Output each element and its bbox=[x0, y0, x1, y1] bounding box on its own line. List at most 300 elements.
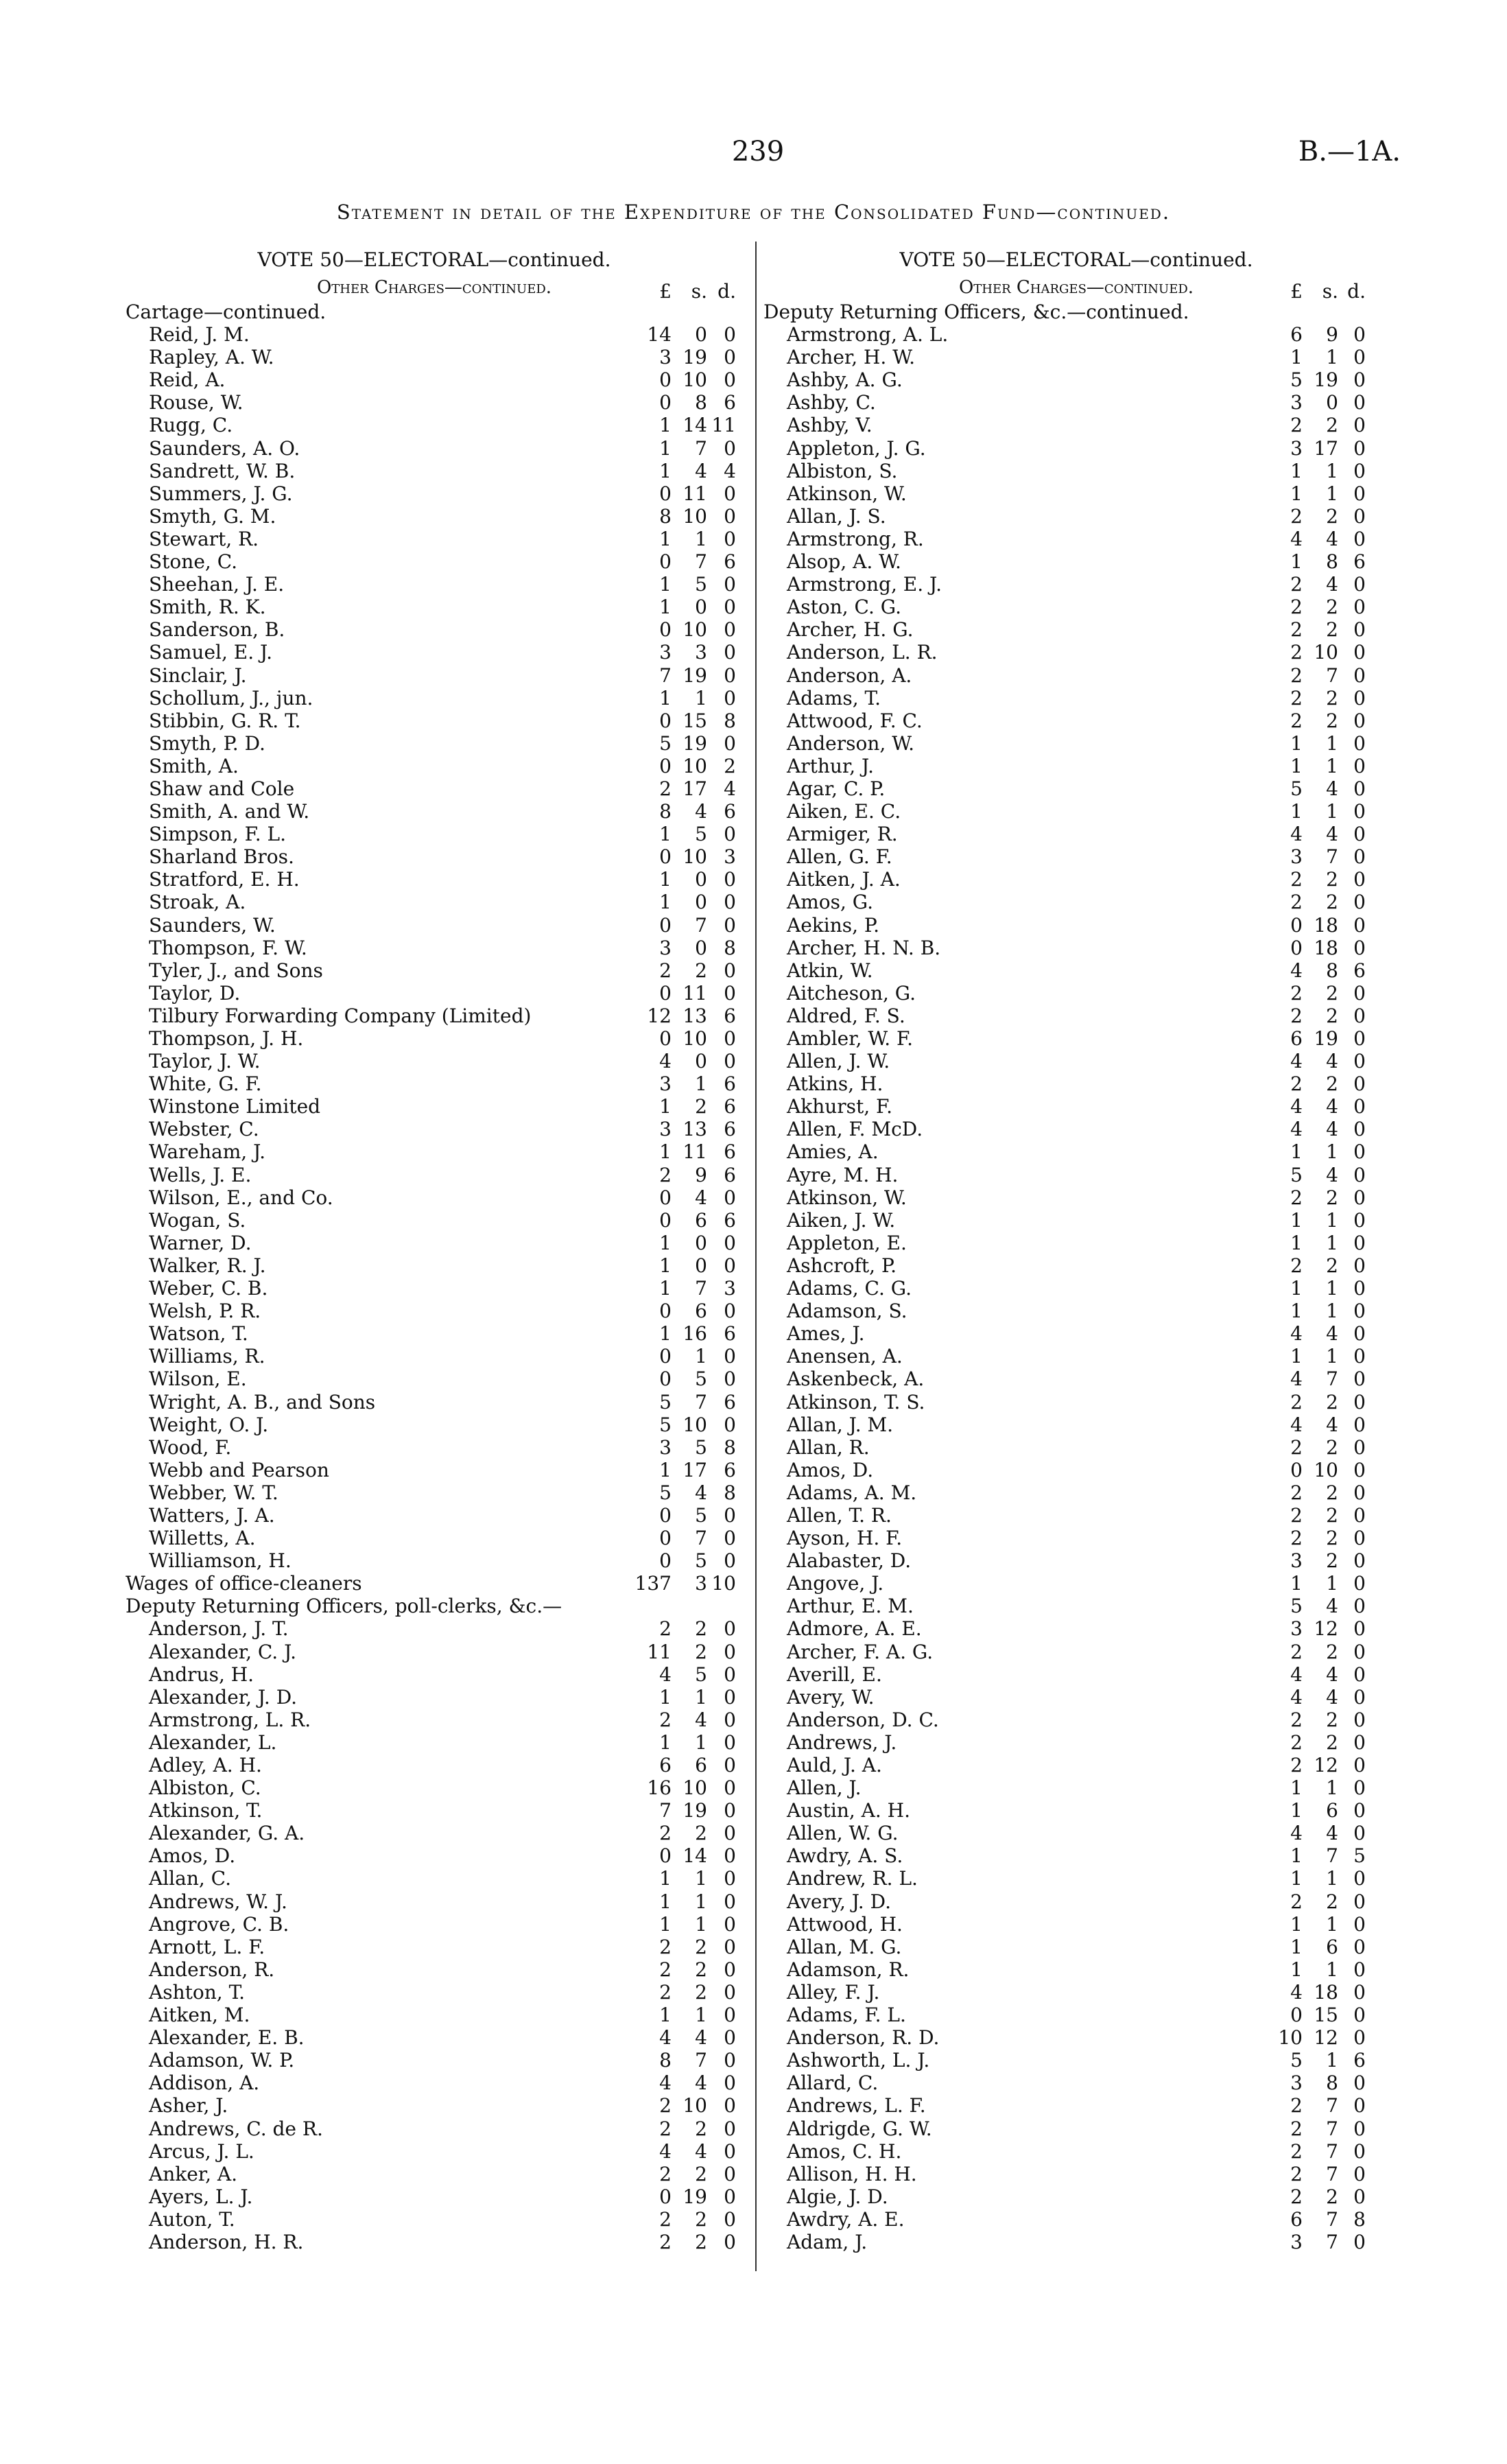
expenditure-row bbox=[126, 1209, 743, 1232]
amount-pence: 0 bbox=[1353, 1730, 1366, 1754]
amount-shillings: 12 bbox=[1314, 1754, 1338, 1776]
payee-name: Anderson, R. D. bbox=[787, 2026, 940, 2050]
amount-pence: 0 bbox=[1353, 2072, 1366, 2095]
payee-name: Aitken, J. A. bbox=[787, 868, 901, 891]
amount-shillings: 1 bbox=[695, 1890, 707, 1913]
amount-pence: 0 bbox=[724, 1822, 736, 1845]
amount-pounds: 2 bbox=[1290, 2094, 1303, 2117]
amount-pounds: 2 bbox=[1290, 641, 1303, 664]
amount-shillings: 8 bbox=[1326, 959, 1338, 982]
amount-shillings: 10 bbox=[683, 1027, 707, 1050]
payee-name: Albiston, S. bbox=[787, 459, 898, 482]
expenditure-row bbox=[763, 1504, 1389, 1527]
expenditure-row bbox=[126, 1322, 743, 1345]
amount-shillings: 4 bbox=[1326, 1822, 1338, 1845]
amount-pounds: 1 bbox=[1290, 1776, 1303, 1800]
payee-name: Watson, T. bbox=[149, 1322, 248, 1346]
amount-pence: 6 bbox=[724, 550, 736, 574]
amount-pounds: 5 bbox=[659, 1413, 672, 1436]
amount-pence: 0 bbox=[724, 618, 736, 642]
amount-pence: 0 bbox=[1353, 1072, 1366, 1096]
payee-name: Wages of office-cleaners bbox=[126, 1572, 362, 1595]
amount-shillings: 7 bbox=[1326, 2162, 1338, 2185]
amount-shillings: 1 bbox=[1326, 1776, 1338, 1800]
amount-pounds: 1 bbox=[659, 868, 672, 891]
expenditure-row bbox=[763, 1436, 1389, 1459]
amount-shillings: 4 bbox=[695, 2026, 707, 2050]
payee-name: Attwood, F. C. bbox=[787, 709, 923, 732]
amount-shillings: 7 bbox=[1326, 2139, 1338, 2163]
amount-shillings: 8 bbox=[1326, 2072, 1338, 2095]
payee-name: Addison, A. bbox=[149, 2072, 260, 2095]
expenditure-row bbox=[126, 1027, 743, 1050]
payee-name: Amies, A. bbox=[787, 1140, 879, 1164]
amount-shillings: 18 bbox=[1314, 936, 1338, 959]
payee-name: Warner, D. bbox=[149, 1231, 252, 1254]
amount-pounds: 12 bbox=[647, 1004, 672, 1027]
amount-pounds: 4 bbox=[659, 1663, 672, 1686]
expenditure-row bbox=[126, 528, 743, 550]
expenditure-row bbox=[763, 1277, 1389, 1300]
payee-name: Sheehan, J. E. bbox=[149, 573, 285, 596]
amount-pence: 0 bbox=[1353, 823, 1366, 846]
payee-name: Andrus, H. bbox=[149, 1663, 254, 1686]
expenditure-row bbox=[126, 1663, 743, 1686]
expenditure-row bbox=[763, 2231, 1389, 2253]
amount-shillings: 2 bbox=[1326, 891, 1338, 914]
expenditure-row bbox=[763, 1686, 1389, 1709]
expenditure-row bbox=[763, 2140, 1389, 2163]
amount-shillings: 2 bbox=[695, 1958, 707, 1981]
amount-pounds: 2 bbox=[1290, 709, 1303, 732]
amount-pence: 0 bbox=[1353, 1140, 1366, 1164]
amount-pounds: 1 bbox=[1290, 1867, 1303, 1890]
amount-pence: 0 bbox=[1353, 868, 1366, 891]
amount-shillings: 1 bbox=[1326, 346, 1338, 369]
expenditure-row bbox=[126, 709, 743, 732]
amount-pounds: 2 bbox=[659, 2230, 672, 2253]
amount-pounds: 1 bbox=[659, 414, 672, 437]
payee-name: Avery, W. bbox=[787, 1685, 875, 1709]
currency-header: s. bbox=[1322, 280, 1338, 303]
payee-name: Thompson, F. W. bbox=[149, 936, 307, 959]
amount-pounds: 4 bbox=[659, 1050, 672, 1073]
amount-pence: 0 bbox=[1353, 1413, 1366, 1436]
amount-pounds: 8 bbox=[659, 504, 672, 528]
amount-pounds: 2 bbox=[1290, 2139, 1303, 2163]
payee-name: Allen, T. R. bbox=[787, 1503, 892, 1527]
expenditure-row bbox=[763, 1209, 1389, 1232]
amount-shillings: 2 bbox=[1326, 2185, 1338, 2208]
amount-pence: 0 bbox=[724, 641, 736, 664]
payee-name: Averill, E. bbox=[787, 1663, 882, 1686]
expenditure-row bbox=[126, 596, 743, 618]
amount-pence: 0 bbox=[1353, 482, 1366, 505]
amount-pence: 0 bbox=[724, 1345, 736, 1368]
amount-pounds: 1 bbox=[1290, 1572, 1303, 1595]
payee-name: Ashworth, L. J. bbox=[787, 2049, 930, 2072]
payee-name: Sharland Bros. bbox=[149, 845, 294, 869]
payee-name: Rugg, C. bbox=[149, 414, 233, 437]
expenditure-row bbox=[763, 1050, 1389, 1072]
amount-pounds: 2 bbox=[1290, 2162, 1303, 2185]
amount-pounds: 1 bbox=[659, 1095, 672, 1118]
amount-pence: 0 bbox=[724, 2139, 736, 2163]
amount-shillings: 1 bbox=[695, 2004, 707, 2027]
amount-pounds: 3 bbox=[1290, 436, 1303, 460]
amount-shillings: 2 bbox=[1326, 414, 1338, 437]
amount-pence: 0 bbox=[724, 573, 736, 596]
payee-name: Adley, A. H. bbox=[149, 1754, 262, 1776]
amount-pounds: 2 bbox=[1290, 1503, 1303, 1527]
amount-pounds: 1 bbox=[659, 459, 672, 482]
expenditure-row bbox=[763, 2094, 1389, 2117]
payee-name: Anderson, L. R. bbox=[787, 641, 938, 664]
expenditure-row bbox=[126, 2185, 743, 2208]
amount-pence: 0 bbox=[1353, 731, 1366, 755]
amount-shillings: 1 bbox=[1326, 1345, 1338, 1368]
expenditure-row bbox=[763, 2208, 1389, 2231]
amount-shillings: 5 bbox=[695, 1503, 707, 1527]
amount-pounds: 2 bbox=[1290, 2185, 1303, 2208]
amount-pounds: 5 bbox=[659, 731, 672, 755]
amount-pounds: 4 bbox=[1290, 959, 1303, 982]
amount-pounds: 14 bbox=[647, 323, 672, 347]
payee-name: Akhurst, F. bbox=[787, 1095, 893, 1118]
amount-pounds: 2 bbox=[1290, 573, 1303, 596]
amount-shillings: 2 bbox=[1326, 1640, 1338, 1663]
amount-pence: 5 bbox=[1353, 1844, 1366, 1868]
payee-name: Aston, C. G. bbox=[787, 596, 902, 619]
amount-pence: 0 bbox=[724, 2004, 736, 2027]
payee-name: Allen, G. F. bbox=[787, 845, 892, 869]
amount-pence: 0 bbox=[1353, 664, 1366, 687]
amount-shillings: 6 bbox=[1326, 1799, 1338, 1822]
amount-shillings: 1 bbox=[1326, 459, 1338, 482]
amount-shillings: 1 bbox=[1326, 754, 1338, 777]
expenditure-row bbox=[763, 1595, 1389, 1617]
expenditure-row bbox=[126, 437, 743, 460]
amount-pounds: 1 bbox=[1290, 731, 1303, 755]
amount-pounds: 0 bbox=[659, 550, 672, 574]
currency-header: s. bbox=[691, 280, 707, 303]
payee-name: Appleton, E. bbox=[787, 1231, 907, 1254]
payee-name: Allen, F. McD. bbox=[787, 1118, 923, 1141]
amount-pence: 0 bbox=[1353, 1935, 1366, 1958]
expenditure-row bbox=[763, 1958, 1389, 1981]
amount-pounds: 1 bbox=[1290, 1958, 1303, 1981]
expenditure-row bbox=[126, 1277, 743, 1300]
expenditure-row bbox=[126, 2140, 743, 2163]
expenditure-row bbox=[126, 1913, 743, 1936]
amount-pounds: 5 bbox=[659, 1481, 672, 1504]
amount-shillings: 4 bbox=[1326, 573, 1338, 596]
amount-pounds: 1 bbox=[1290, 482, 1303, 505]
amount-shillings: 2 bbox=[1326, 596, 1338, 619]
amount-pounds: 2 bbox=[659, 1958, 672, 1981]
expenditure-row bbox=[763, 1300, 1389, 1322]
expenditure-row bbox=[763, 1572, 1389, 1595]
expenditure-row bbox=[126, 1709, 743, 1731]
amount-pounds: 5 bbox=[659, 1390, 672, 1413]
amount-pence: 0 bbox=[1353, 981, 1366, 1005]
expenditure-row bbox=[763, 1890, 1389, 1913]
amount-shillings: 0 bbox=[695, 596, 707, 619]
amount-shillings: 2 bbox=[1326, 1254, 1338, 1277]
payee-name: Stone, C. bbox=[149, 550, 238, 574]
amount-pounds: 0 bbox=[659, 1527, 672, 1550]
amount-shillings: 5 bbox=[695, 1663, 707, 1686]
expenditure-row bbox=[763, 1232, 1389, 1254]
amount-pence: 0 bbox=[724, 346, 736, 369]
amount-pounds: 0 bbox=[659, 618, 672, 642]
amount-pounds: 4 bbox=[1290, 527, 1303, 550]
payee-name: Deputy Returning Officers, &c.—continued. bbox=[763, 301, 1189, 323]
payee-name: Walker, R. J. bbox=[149, 1254, 266, 1277]
amount-pounds: 1 bbox=[659, 596, 672, 619]
payee-name: Wilson, E. bbox=[149, 1368, 247, 1391]
amount-pounds: 0 bbox=[659, 1027, 672, 1050]
amount-pence: 0 bbox=[1353, 2162, 1366, 2185]
right-column bbox=[763, 246, 1389, 2253]
payee-name: Shaw and Cole bbox=[149, 777, 295, 800]
payee-name: Stibbin, G. R. T. bbox=[149, 709, 301, 732]
amount-pence: 0 bbox=[1353, 686, 1366, 709]
amount-pence: 0 bbox=[1353, 596, 1366, 619]
amount-pence: 0 bbox=[1353, 2230, 1366, 2253]
amount-pounds: 0 bbox=[1290, 936, 1303, 959]
amount-shillings: 1 bbox=[1326, 1912, 1338, 1936]
amount-pounds: 6 bbox=[1290, 2207, 1303, 2231]
amount-pence: 0 bbox=[1353, 414, 1366, 437]
amount-pence: 6 bbox=[724, 1072, 736, 1096]
payee-name: Taylor, J. W. bbox=[149, 1050, 261, 1073]
amount-shillings: 2 bbox=[695, 1822, 707, 1845]
amount-pounds: 0 bbox=[659, 1549, 672, 1573]
payee-name: Armstrong, E. J. bbox=[787, 573, 942, 596]
amount-shillings: 16 bbox=[683, 1322, 707, 1346]
payee-name: Adams, F. L. bbox=[787, 2004, 906, 2027]
payee-name: Adamson, S. bbox=[787, 1300, 907, 1323]
amount-shillings: 3 bbox=[695, 1572, 707, 1595]
payee-name: Alabaster, D. bbox=[787, 1549, 912, 1573]
amount-shillings: 2 bbox=[1326, 686, 1338, 709]
amount-pounds: 5 bbox=[1290, 1595, 1303, 1618]
amount-shillings: 5 bbox=[695, 1368, 707, 1391]
amount-pounds: 3 bbox=[659, 1435, 672, 1459]
expenditure-row bbox=[763, 1322, 1389, 1345]
amount-pounds: 3 bbox=[1290, 2230, 1303, 2253]
amount-pounds: 1 bbox=[1290, 800, 1303, 823]
expenditure-row bbox=[126, 1799, 743, 1822]
payee-name: Smith, A. and W. bbox=[149, 800, 310, 823]
payee-name: Williamson, H. bbox=[149, 1549, 292, 1573]
expenditure-row bbox=[763, 1164, 1389, 1186]
expenditure-row bbox=[126, 1754, 743, 1776]
payee-name: Albiston, C. bbox=[149, 1776, 261, 1800]
amount-pounds: 2 bbox=[1290, 1254, 1303, 1277]
expenditure-row bbox=[126, 1981, 743, 2004]
currency-header: d. bbox=[1347, 280, 1366, 303]
amount-pounds: 4 bbox=[659, 2026, 672, 2050]
expenditure-row bbox=[126, 505, 743, 528]
payee-name: Allen, J. bbox=[787, 1776, 862, 1800]
amount-pounds: 2 bbox=[1290, 1754, 1303, 1776]
payee-name: Amos, G. bbox=[787, 891, 874, 914]
expenditure-row bbox=[763, 573, 1389, 596]
amount-pence: 6 bbox=[724, 1140, 736, 1164]
amount-pounds: 0 bbox=[659, 368, 672, 392]
amount-pence: 0 bbox=[1353, 1163, 1366, 1186]
amount-shillings: 1 bbox=[695, 1685, 707, 1709]
amount-pounds: 1 bbox=[659, 573, 672, 596]
payee-name: Wilson, E., and Co. bbox=[149, 1186, 333, 1209]
payee-name: Angrove, C. B. bbox=[149, 1912, 289, 1936]
amount-pence: 0 bbox=[1353, 1958, 1366, 1981]
expenditure-row bbox=[126, 937, 743, 959]
payee-name: Avery, J. D. bbox=[787, 1890, 891, 1913]
amount-pence: 0 bbox=[724, 1300, 736, 1323]
amount-pounds: 0 bbox=[659, 754, 672, 777]
amount-pence: 0 bbox=[724, 1958, 736, 1981]
expenditure-row bbox=[126, 868, 743, 891]
amount-shillings: 14 bbox=[683, 414, 707, 437]
expenditure-row bbox=[126, 800, 743, 823]
page-reference: B.—1A. bbox=[1298, 136, 1401, 167]
amount-pounds: 1 bbox=[659, 1912, 672, 1936]
payee-name: Alexander, G. A. bbox=[149, 1822, 305, 1845]
payee-name: Armstrong, R. bbox=[787, 527, 924, 550]
amount-shillings: 8 bbox=[695, 391, 707, 414]
expenditure-row bbox=[126, 1822, 743, 1844]
amount-pounds: 1 bbox=[659, 1277, 672, 1300]
amount-pence: 0 bbox=[724, 664, 736, 687]
expenditure-row bbox=[126, 1617, 743, 1640]
amount-pence: 0 bbox=[1353, 368, 1366, 392]
amount-pence: 0 bbox=[1353, 573, 1366, 596]
expenditure-row bbox=[126, 982, 743, 1005]
amount-shillings: 0 bbox=[695, 891, 707, 914]
amount-pounds: 0 bbox=[659, 709, 672, 732]
amount-pence: 0 bbox=[1353, 1617, 1366, 1641]
amount-pence: 0 bbox=[724, 1050, 736, 1073]
amount-pence: 8 bbox=[724, 1435, 736, 1459]
amount-pence: 0 bbox=[724, 1231, 736, 1254]
expenditure-row bbox=[763, 1345, 1389, 1368]
amount-pence: 0 bbox=[724, 504, 736, 528]
amount-pounds: 1 bbox=[1290, 550, 1303, 574]
payee-name: Simpson, F. L. bbox=[149, 823, 287, 846]
amount-shillings: 0 bbox=[695, 936, 707, 959]
expenditure-row bbox=[763, 891, 1389, 913]
amount-shillings: 1 bbox=[695, 1345, 707, 1368]
amount-pounds: 1 bbox=[1290, 459, 1303, 482]
amount-pounds: 10 bbox=[1278, 2026, 1303, 2050]
amount-pounds: 4 bbox=[1290, 1663, 1303, 1686]
amount-shillings: 18 bbox=[1314, 913, 1338, 937]
amount-pence: 0 bbox=[1353, 1458, 1366, 1481]
amount-pounds: 3 bbox=[1290, 391, 1303, 414]
amount-shillings: 2 bbox=[1326, 1390, 1338, 1413]
payee-name: Adam, J. bbox=[787, 2230, 868, 2253]
amount-shillings: 11 bbox=[683, 981, 707, 1005]
amount-pence: 6 bbox=[724, 1208, 736, 1232]
expenditure-row bbox=[763, 845, 1389, 868]
amount-shillings: 4 bbox=[1326, 1095, 1338, 1118]
payee-name: Weight, O. J. bbox=[149, 1413, 269, 1436]
amount-shillings: 2 bbox=[1326, 1004, 1338, 1027]
amount-pounds: 2 bbox=[1290, 686, 1303, 709]
amount-shillings: 1 bbox=[1326, 731, 1338, 755]
amount-shillings: 2 bbox=[1326, 981, 1338, 1005]
amount-shillings: 1 bbox=[1326, 1208, 1338, 1232]
payee-name: Atkins, H. bbox=[787, 1072, 883, 1096]
expenditure-row bbox=[763, 596, 1389, 618]
amount-pounds: 1 bbox=[659, 823, 672, 846]
payee-name: Archer, H. N. B. bbox=[787, 936, 941, 959]
expenditure-row bbox=[126, 1413, 743, 1436]
statement-title: Statement in detail of the Expenditure of the Consolidated Fund—continued. bbox=[336, 200, 1171, 224]
payee-name: Ayre, M. H. bbox=[787, 1163, 899, 1186]
amount-pounds: 2 bbox=[659, 1708, 672, 1731]
amount-shillings: 13 bbox=[683, 1118, 707, 1141]
amount-shillings: 1 bbox=[695, 527, 707, 550]
payee-name: Reid, J. M. bbox=[149, 323, 250, 347]
amount-pounds: 2 bbox=[659, 2207, 672, 2231]
payee-name: Allan, M. G. bbox=[787, 1935, 902, 1958]
amount-shillings: 7 bbox=[1326, 2117, 1338, 2140]
amount-pence: 0 bbox=[1353, 459, 1366, 482]
amount-pence: 0 bbox=[724, 2094, 736, 2117]
amount-shillings: 6 bbox=[1326, 1935, 1338, 1958]
payee-name: Adams, A. M. bbox=[787, 1481, 917, 1504]
amount-pence: 6 bbox=[724, 1163, 736, 1186]
amount-shillings: 19 bbox=[683, 2185, 707, 2208]
amount-pounds: 7 bbox=[659, 664, 672, 687]
payee-name: Samuel, E. J. bbox=[149, 641, 272, 664]
amount-pence: 0 bbox=[1353, 1503, 1366, 1527]
expenditure-row bbox=[126, 641, 743, 664]
amount-shillings: 7 bbox=[695, 436, 707, 460]
amount-shillings: 5 bbox=[695, 823, 707, 846]
amount-shillings: 19 bbox=[683, 664, 707, 687]
payee-name: Anderson, R. bbox=[149, 1958, 275, 1981]
payee-name: Armstrong, L. R. bbox=[149, 1708, 311, 1731]
payee-name: Alley, F. J. bbox=[787, 1980, 880, 2004]
expenditure-row bbox=[763, 1527, 1389, 1549]
amount-pounds: 4 bbox=[1290, 1822, 1303, 1845]
amount-pence: 0 bbox=[1353, 1368, 1366, 1391]
amount-pounds: 2 bbox=[1290, 504, 1303, 528]
expenditure-row bbox=[126, 1005, 743, 1027]
expenditure-row bbox=[126, 414, 743, 436]
expenditure-row bbox=[763, 1663, 1389, 1686]
amount-shillings: 19 bbox=[1314, 1027, 1338, 1050]
amount-pence: 4 bbox=[724, 777, 736, 800]
amount-pounds: 2 bbox=[659, 1163, 672, 1186]
amount-shillings: 1 bbox=[1326, 1231, 1338, 1254]
amount-pence: 8 bbox=[724, 709, 736, 732]
amount-shillings: 7 bbox=[695, 1277, 707, 1300]
expenditure-row bbox=[126, 891, 743, 913]
expenditure-row bbox=[763, 1731, 1389, 1754]
expenditure-row bbox=[763, 755, 1389, 777]
amount-pounds: 2 bbox=[659, 2094, 672, 2117]
payee-name: Anderson, W. bbox=[787, 731, 914, 755]
amount-pence: 0 bbox=[1353, 346, 1366, 369]
amount-pence: 0 bbox=[724, 2072, 736, 2095]
expenditure-row bbox=[126, 2004, 743, 2026]
